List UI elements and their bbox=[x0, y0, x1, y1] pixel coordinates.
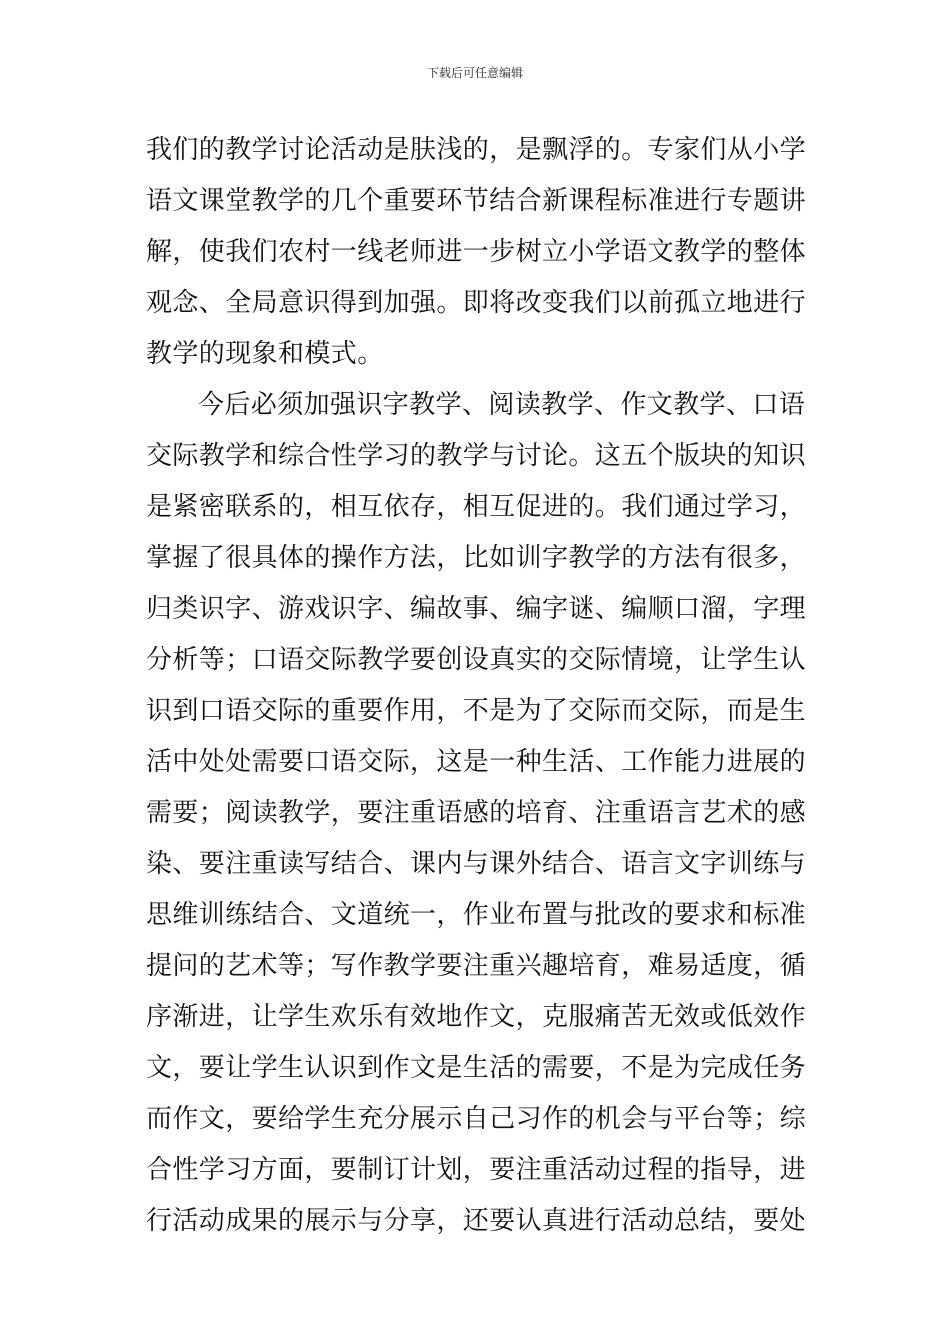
text-line: 语文课堂教学的几个重要环节结合新课程标准进行专题讲 bbox=[146, 186, 807, 216]
text-line: 提问的艺术等；写作教学要注重兴趣培育，难易适度，循 bbox=[146, 951, 807, 981]
body-text bbox=[146, 125, 806, 1247]
text-line: 是紧密联系的，相互依存，相互促进的。我们通过学习， bbox=[146, 492, 807, 522]
text-line: 染、要注重读写结合、课内与课外结合、语言文字训练与 bbox=[146, 849, 807, 879]
page-header: 下载后可任意编辑 bbox=[426, 66, 523, 80]
text-line: 交际教学和综合性学习的教学与讨论。这五个版块的知识 bbox=[146, 441, 807, 471]
text-line: 归类识字、游戏识字、编故事、编字谜、编顺口溜，字理 bbox=[146, 594, 807, 624]
text-line: 行活动成果的展示与分享，还要认真进行活动总结，要处 bbox=[146, 1206, 807, 1236]
text-line: 合性学习方面，要制订计划，要注重活动过程的指导，进 bbox=[146, 1155, 807, 1185]
text-line: 活中处处需要口语交际，这是一种生活、工作能力进展的 bbox=[146, 747, 807, 777]
text-line: 解，使我们农村一线老师进一步树立小学语文教学的整体 bbox=[146, 237, 807, 267]
text-line: 文，要让学生认识到作文是生活的需要，不是为完成任务 bbox=[146, 1053, 807, 1083]
paragraph-first-line: 今后必须加强识字教学、阅读教学、作文教学、口语 bbox=[198, 390, 806, 420]
text-line: 分析等；口语交际教学要创设真实的交际情境，让学生认 bbox=[146, 645, 807, 675]
text-line: 掌握了很具体的操作方法，比如训字教学的方法有很多， bbox=[146, 543, 807, 573]
text-line: 教学的现象和模式。 bbox=[146, 339, 384, 369]
text-line: 观念、全局意识得到加强。即将改变我们以前孤立地进行 bbox=[146, 288, 807, 318]
text-line: 识到口语交际的重要作用，不是为了交际而交际，而是生 bbox=[146, 696, 807, 726]
text-line: 需要；阅读教学，要注重语感的培育、注重语言艺术的感 bbox=[146, 798, 807, 828]
text-line: 而作文，要给学生充分展示自己习作的机会与平台等；综 bbox=[146, 1104, 807, 1134]
text-line: 序渐进，让学生欢乐有效地作文，克服痛苦无效或低效作 bbox=[146, 1002, 807, 1032]
text-line: 思维训练结合、文道统一，作业布置与批改的要求和标准 bbox=[146, 900, 807, 930]
text-line: 我们的教学讨论活动是肤浅的，是飘浮的。专家们从小学 bbox=[146, 135, 807, 165]
